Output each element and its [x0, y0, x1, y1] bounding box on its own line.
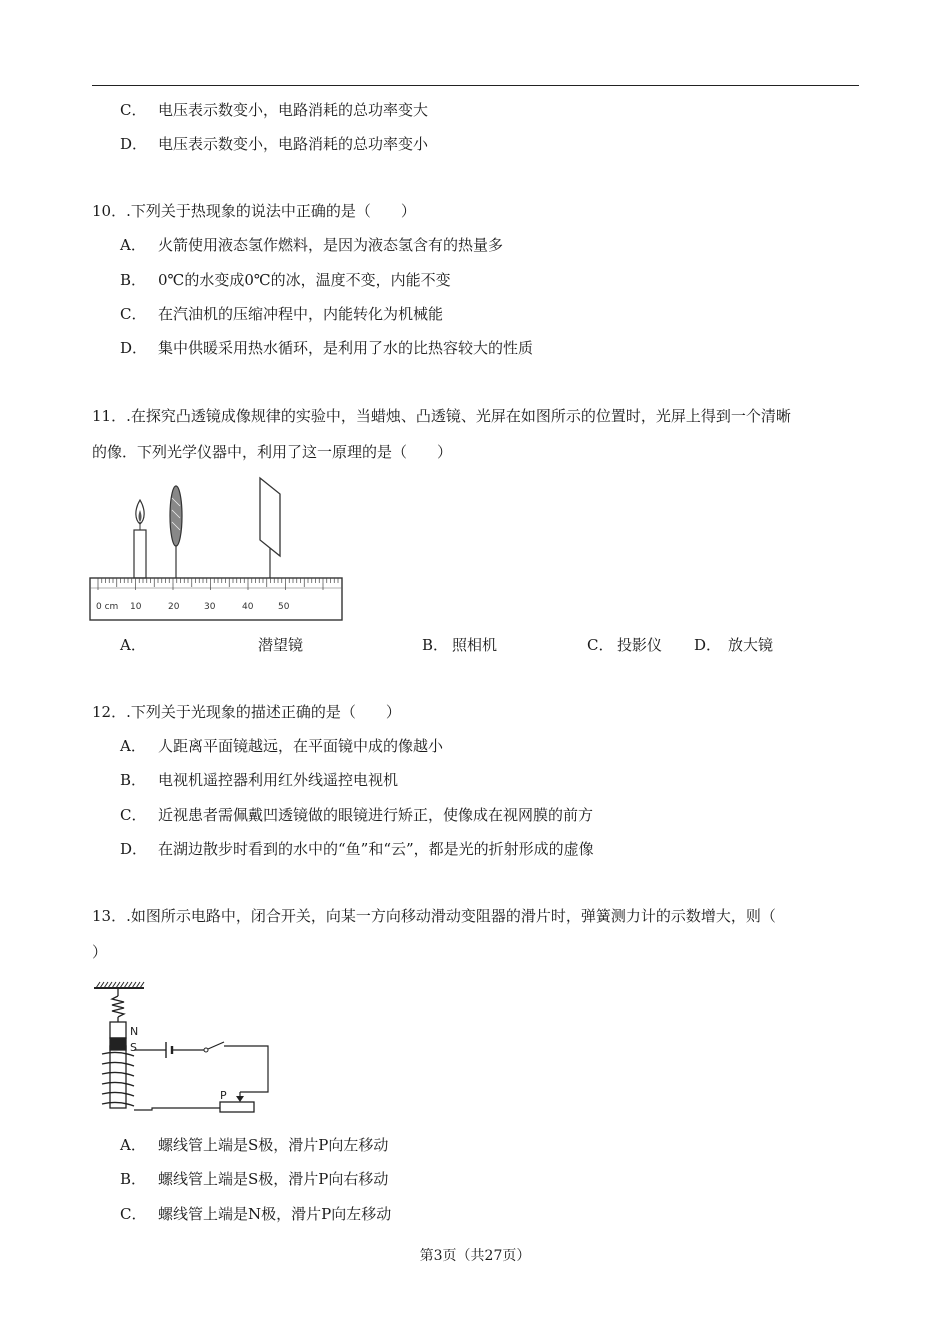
- circuit-wires: [134, 1042, 268, 1110]
- q9-option-c-text: 电压表示数变小，电路消耗的总功率变大: [158, 101, 429, 119]
- q10-option-a-text: 火箭使用液态氢作燃料，是因为液态氢含有的热量多: [158, 236, 504, 254]
- q13-stem-line2: ）: [92, 943, 108, 961]
- bar-magnet: [110, 1022, 138, 1054]
- q13-option-a-letter: A．: [120, 1136, 146, 1154]
- magnet-n-label: N: [130, 1025, 139, 1038]
- q10-option-c-text: 在汽油机的压缩冲程中，内能转化为机械能: [158, 305, 444, 323]
- solenoid-circuit-figure: [92, 980, 272, 1116]
- q11-option-a-letter: A．: [120, 636, 146, 654]
- lens-experiment-figure: [88, 476, 346, 624]
- q13-option-c-letter: C．: [120, 1205, 147, 1223]
- q11-stem-line1: 11．.在探究凸透镜成像规律的实验中，当蜡烛、凸透镜、光屏在如图所示的位置时，光屏上得到一个清晰: [92, 407, 791, 425]
- ruler-label-30: 30: [204, 602, 216, 612]
- q10-option-b-letter: B．: [120, 271, 147, 289]
- q12-option-d-letter: D．: [120, 840, 148, 858]
- q12-stem: 12．.下列关于光现象的描述正确的是（ ）: [92, 703, 401, 721]
- q13-option-a-text: 螺线管上端是S极，滑片P向左移动: [158, 1136, 389, 1154]
- q10-stem: 10．.下列关于热现象的说法中正确的是（ ）: [92, 202, 416, 220]
- convex-lens: [170, 486, 182, 578]
- q13-stem-line1: 13．.如图所示电路中，闭合开关，向某一方向移动滑动变阻器的滑片时，弹簧测力计的示数增大，则（: [92, 907, 776, 925]
- ruler: [90, 578, 342, 620]
- q9-option-d-text: 电压表示数变小，电路消耗的总功率变小: [158, 135, 429, 153]
- q11-option-d-letter: D．: [694, 636, 722, 654]
- ruler-label-20: 20: [168, 602, 180, 612]
- q11-option-c-text: 投影仪: [617, 636, 663, 654]
- ruler-label-40: 40: [242, 602, 254, 612]
- q12-option-b-letter: B．: [120, 771, 147, 789]
- q10-option-d-letter: D．: [120, 339, 148, 357]
- q9-option-c-letter: C．: [120, 101, 147, 119]
- q11-option-c-letter: C．: [587, 636, 614, 654]
- q13-option-b-text: 螺线管上端是S极，滑片P向右移动: [158, 1170, 389, 1188]
- q10-option-c-letter: C．: [120, 305, 147, 323]
- q11-option-d-text: 放大镜: [728, 636, 774, 654]
- ruler-label-0: 0 cm: [96, 602, 119, 612]
- q11-stem-line2: 的像．下列光学仪器中，利用了这一原理的是（ ）: [92, 443, 453, 461]
- q12-option-c-letter: C．: [120, 806, 147, 824]
- q12-option-a-letter: A．: [120, 737, 146, 755]
- q13-option-b-letter: B．: [120, 1170, 147, 1188]
- header-rule: [92, 85, 859, 86]
- candle: [134, 500, 146, 578]
- spring: [112, 988, 124, 1022]
- q10-option-a-letter: A．: [120, 236, 146, 254]
- q11-option-b-letter: B．: [422, 636, 449, 654]
- q12-option-c-text: 近视患者需佩戴凹透镜做的眼镜进行矫正，使像成在视网膜的前方: [158, 806, 594, 824]
- page-footer: 第3页（共27页）: [419, 1248, 531, 1264]
- q10-option-d-text: 集中供暖采用热水循环，是利用了水的比热容较大的性质: [158, 339, 534, 357]
- q12-option-a-text: 人距离平面镜越远，在平面镜中成的像越小: [158, 737, 444, 755]
- solenoid-coil: [102, 1046, 134, 1108]
- q12-option-d-text: 在湖边散步时看到的水中的“鱼”和“云”，都是光的折射形成的虚像: [158, 840, 594, 858]
- q9-option-d-letter: D．: [120, 135, 148, 153]
- ruler-label-50: 50: [278, 602, 290, 612]
- q11-option-b-text: 照相机: [452, 636, 498, 654]
- q11-option-a-text: 潜望镜: [258, 636, 304, 654]
- slider-p-label: P: [220, 1089, 227, 1102]
- q10-option-b-text: 0℃的水变成0℃的冰，温度不变，内能不变: [158, 271, 451, 289]
- light-screen: [260, 478, 280, 578]
- q13-option-c-text: 螺线管上端是N极，滑片P向左移动: [158, 1205, 392, 1223]
- magnet-s-label: S: [130, 1041, 137, 1054]
- ruler-label-10: 10: [130, 602, 142, 612]
- q12-option-b-text: 电视机遥控器利用红外线遥控电视机: [158, 771, 399, 789]
- ceiling-support: [94, 982, 144, 988]
